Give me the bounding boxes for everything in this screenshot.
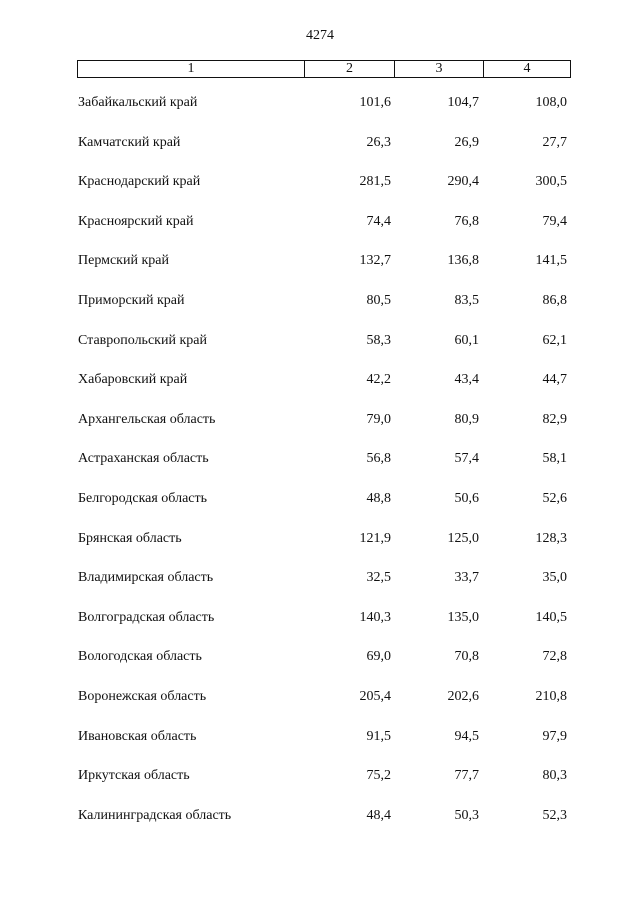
value-col-4: 300,5 (535, 174, 567, 190)
value-col-2: 58,3 (366, 332, 391, 348)
table-row (0, 765, 640, 805)
table-row (0, 171, 640, 211)
value-col-4: 58,1 (542, 451, 567, 467)
value-col-4: 62,1 (542, 332, 567, 348)
value-col-2: 205,4 (359, 688, 391, 704)
value-col-4: 35,0 (542, 570, 567, 586)
value-col-3: 76,8 (454, 213, 479, 229)
value-col-4: 140,5 (535, 609, 567, 625)
region-name: Хабаровский край (78, 372, 188, 388)
value-col-3: 33,7 (454, 570, 479, 586)
value-col-3: 125,0 (447, 530, 479, 546)
table-row (0, 330, 640, 370)
column-header-3: 3 (395, 61, 484, 77)
value-col-3: 136,8 (447, 253, 479, 269)
region-name: Волгоградская область (78, 609, 215, 625)
value-col-4: 82,9 (542, 411, 567, 427)
value-col-3: 202,6 (447, 688, 479, 704)
region-name: Камчатский край (78, 134, 181, 150)
region-name: Вологодская область (78, 649, 202, 665)
region-name: Белгородская область (78, 490, 208, 506)
table-row (0, 646, 640, 686)
value-col-3: 77,7 (454, 768, 479, 784)
region-name: Владимирская область (78, 570, 214, 586)
column-header-2: 2 (305, 61, 395, 77)
value-col-2: 140,3 (359, 609, 391, 625)
region-name: Архангельская область (78, 411, 216, 427)
value-col-4: 80,3 (542, 768, 567, 784)
value-col-2: 75,2 (366, 768, 391, 784)
value-col-3: 104,7 (447, 95, 479, 110)
value-col-3: 60,1 (454, 332, 479, 348)
value-col-3: 43,4 (454, 372, 479, 388)
table-row (0, 132, 640, 172)
region-name: Забайкальский край (78, 95, 198, 110)
value-col-4: 97,9 (542, 728, 567, 744)
region-name: Красноярский край (78, 213, 194, 229)
table-row (0, 290, 640, 330)
value-col-2: 79,0 (366, 411, 391, 427)
region-name: Брянская область (78, 530, 182, 546)
table-row (0, 528, 640, 568)
value-col-4: 79,4 (542, 213, 567, 229)
table-row (0, 250, 640, 290)
region-name: Иркутская область (78, 768, 190, 784)
region-name: Пермский край (78, 253, 169, 269)
value-col-4: 44,7 (542, 372, 567, 388)
table-row (0, 805, 640, 845)
value-col-2: 26,3 (366, 134, 391, 150)
value-col-2: 32,5 (366, 570, 391, 586)
value-col-2: 101,6 (359, 95, 391, 110)
value-col-2: 48,8 (366, 490, 391, 506)
value-col-3: 94,5 (454, 728, 479, 744)
value-col-4: 52,3 (542, 807, 567, 823)
table-body (0, 92, 640, 844)
region-name: Ставропольский край (78, 332, 207, 348)
value-col-4: 27,7 (542, 134, 567, 150)
value-col-3: 83,5 (454, 292, 479, 308)
value-col-4: 52,6 (542, 490, 567, 506)
region-name: Ивановская область (78, 728, 197, 744)
value-col-2: 91,5 (366, 728, 391, 744)
table-row (0, 369, 640, 409)
value-col-2: 121,9 (359, 530, 391, 546)
column-header-1: 1 (78, 61, 305, 77)
value-col-4: 141,5 (535, 253, 567, 269)
value-col-2: 56,8 (366, 451, 391, 467)
value-col-3: 80,9 (454, 411, 479, 427)
table-header-row (77, 60, 571, 78)
value-col-3: 50,6 (454, 490, 479, 506)
column-header-4: 4 (523, 61, 531, 76)
value-col-2: 80,5 (366, 292, 391, 308)
region-name: Воронежская область (78, 688, 207, 704)
value-col-2: 281,5 (359, 174, 391, 190)
value-col-2: 42,2 (366, 372, 391, 388)
table-row (0, 488, 640, 528)
table-row (0, 409, 640, 449)
table-row (0, 726, 640, 766)
value-col-3: 50,3 (454, 807, 479, 823)
region-name: Краснодарский край (78, 174, 201, 190)
value-col-3: 26,9 (454, 134, 479, 150)
value-col-2: 132,7 (359, 253, 391, 269)
table-row (0, 211, 640, 251)
value-col-2: 74,4 (366, 213, 391, 229)
value-col-3: 70,8 (454, 649, 479, 665)
region-name: Приморский край (78, 292, 185, 308)
value-col-2: 48,4 (366, 807, 391, 823)
value-col-3: 135,0 (447, 609, 479, 625)
table-row (0, 607, 640, 647)
value-col-3: 57,4 (454, 451, 479, 467)
table-row (0, 448, 640, 488)
table-row (0, 567, 640, 607)
value-col-3: 290,4 (447, 174, 479, 190)
table-row (0, 92, 640, 132)
region-name: Астраханская область (78, 451, 209, 467)
value-col-4: 108,0 (535, 95, 567, 110)
value-col-4: 210,8 (535, 688, 567, 704)
value-col-4: 86,8 (542, 292, 567, 308)
value-col-4: 72,8 (542, 649, 567, 665)
table-row (0, 686, 640, 726)
page-number: 4274 (306, 28, 334, 43)
region-name: Калининградская область (78, 807, 232, 823)
value-col-2: 69,0 (366, 649, 391, 665)
value-col-4: 128,3 (535, 530, 567, 546)
